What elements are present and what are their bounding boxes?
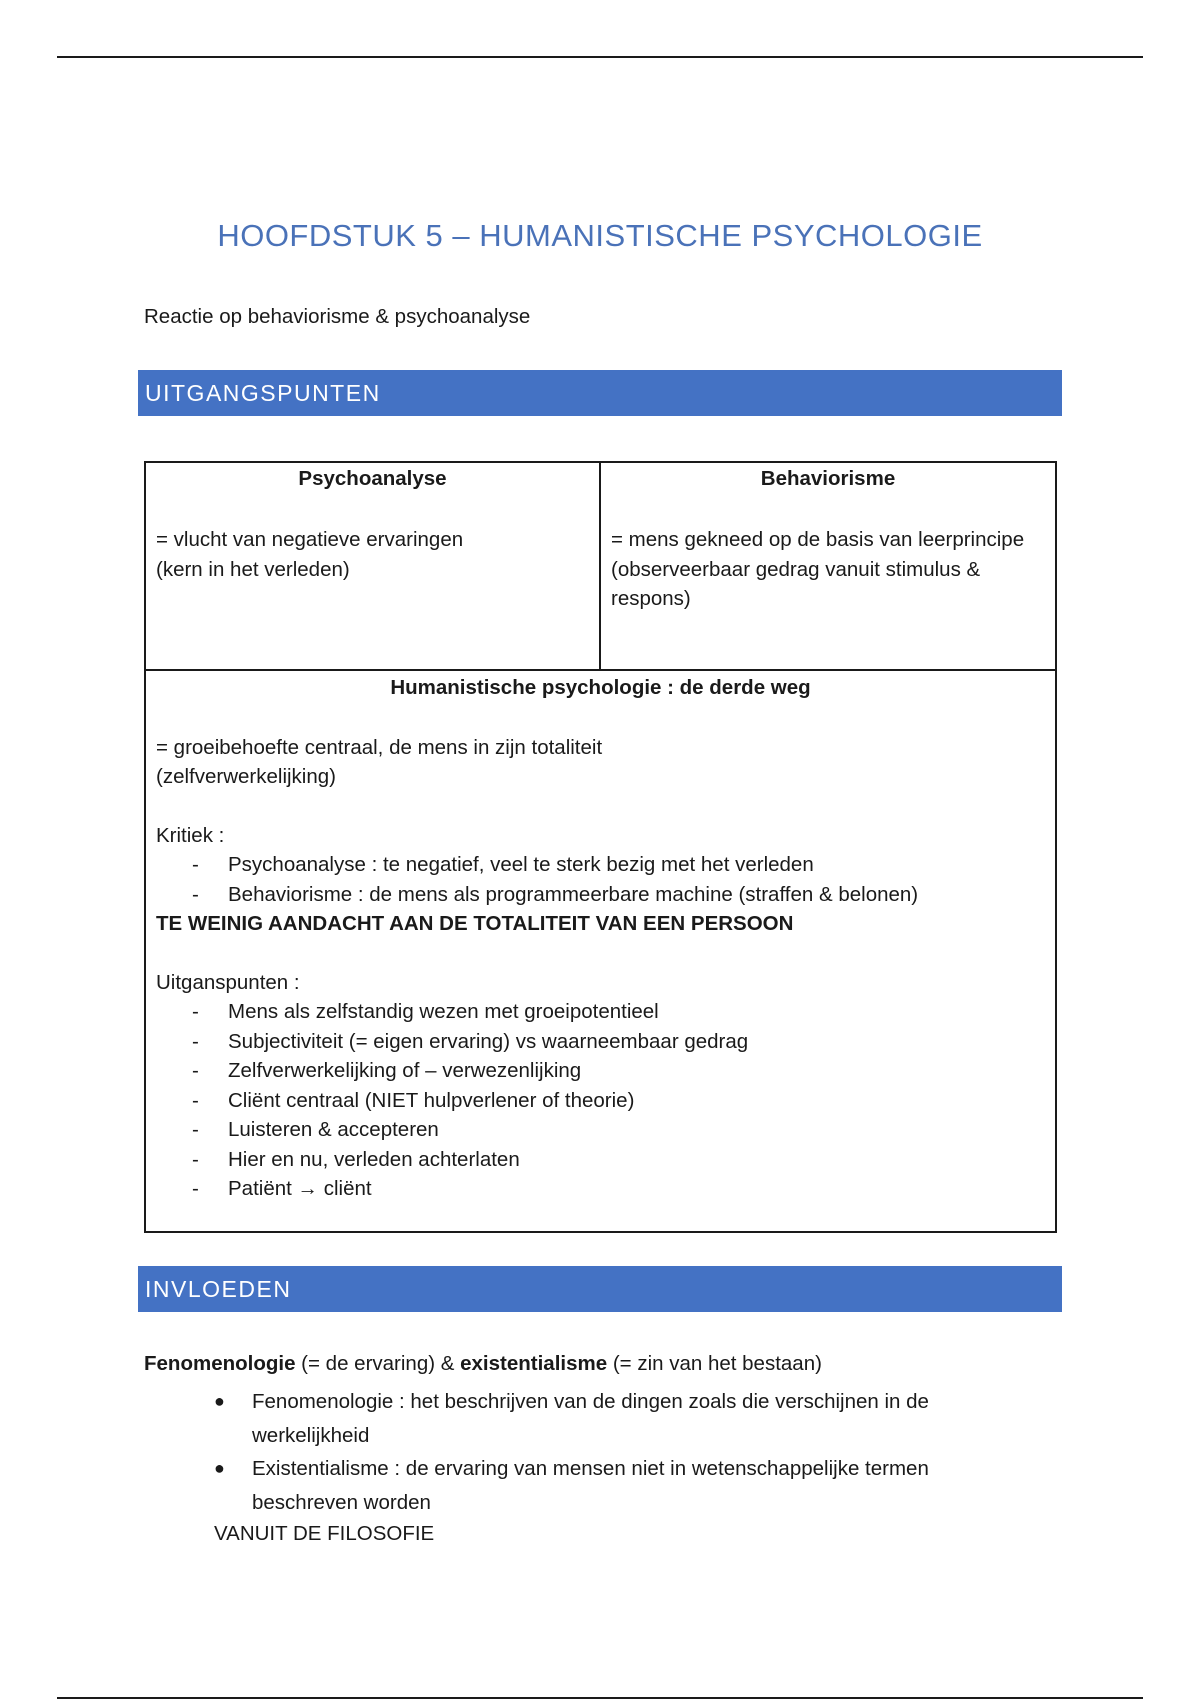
closing-line: VANUIT DE FILOSOFIE: [214, 1522, 435, 1545]
cell-line: (kern in het verleden): [156, 557, 350, 581]
list-item-text: Cliënt centraal (NIET hulpverlener of theorie): [228, 1088, 635, 1112]
cell-body: [156, 525, 587, 584]
cell-body: [611, 525, 1031, 614]
list-item: [146, 1056, 748, 1086]
list-item-text: Subjectiviteit (= eigen ervaring) vs waarneembaar gedrag: [228, 1029, 749, 1053]
list-item: [146, 850, 918, 880]
cell-line: = vlucht van negatieve ervaringen: [156, 528, 464, 551]
cell-line: = groeibehoefte centraal, de mens in zijn totaliteit: [156, 736, 603, 759]
section-heading-uitgangspunten: UITGANGSPUNTEN: [138, 370, 1062, 416]
cell-line: = mens gekneed op de basis van leerprincipe: [611, 528, 1025, 551]
term-fenomenologie: Fenomenologie: [144, 1352, 296, 1375]
invloeden-bullets: [214, 1385, 1014, 1519]
bullet-dot-icon: ●: [214, 1458, 225, 1478]
cell-line: (zelfverwerkelijking): [156, 765, 336, 788]
dash-bullet-icon: -: [192, 853, 199, 876]
list-item: [146, 1174, 748, 1204]
term-existentialisme: existentialisme: [460, 1352, 608, 1375]
list-item-text: Mens als zelfstandig wezen met groeipotentieel: [228, 1000, 659, 1023]
uitgangspunten-list: [146, 997, 748, 1204]
page-subtitle: Reactie op behaviorisme & psychoanalyse: [144, 305, 531, 328]
list-item: [214, 1385, 1014, 1452]
list-item: [146, 1027, 748, 1057]
definition-text: (= zin van het bestaan): [607, 1352, 822, 1375]
cell-humanistisch: [146, 671, 1055, 1231]
list-item: [146, 880, 918, 910]
dash-bullet-icon: -: [192, 1147, 199, 1171]
cell-psychoanalyse: [146, 463, 601, 669]
cell-heading: Behaviorisme: [760, 467, 896, 490]
cell-behaviorisme: [601, 463, 1055, 669]
list-item-text: Existentialisme : de ervaring van mensen niet in wetenschappelijke termen beschreven worden: [252, 1457, 929, 1514]
comparison-table: [144, 461, 1057, 1233]
uitgangspunten-label: Uitganspunten :: [156, 971, 300, 994]
dash-bullet-icon: -: [192, 1029, 199, 1053]
dash-bullet-icon: -: [192, 1118, 199, 1141]
dash-bullet-icon: -: [192, 882, 199, 906]
list-item-text: Luisteren & accepteren: [228, 1118, 439, 1141]
list-item: [146, 1086, 748, 1116]
dash-bullet-icon: -: [192, 1000, 199, 1023]
list-item-text: Psychoanalyse : te negatief, veel te sterk bezig met het verleden: [228, 853, 814, 876]
section-heading-invloeden: INVLOEDEN: [138, 1266, 1062, 1312]
definition-text: (= de ervaring) &: [295, 1352, 461, 1375]
kritiek-list: [146, 850, 918, 909]
list-item-text: Behaviorisme : de mens als programmeerbare machine (straffen & belonen): [228, 882, 919, 906]
cell-line: (observeerbaar gedrag vanuit stimulus & respons): [611, 557, 981, 610]
dash-bullet-icon: -: [192, 1059, 199, 1082]
list-item-text: Patiënt → cliënt: [228, 1177, 372, 1200]
bottom-rule: [57, 1697, 1143, 1699]
page-title: HOOFDSTUK 5 – HUMANISTISCHE PSYCHOLOGIE: [217, 218, 983, 253]
cell-heading: Humanistische psychologie : de derde weg: [390, 676, 811, 699]
list-item: [214, 1452, 1014, 1519]
kritiek-label: Kritiek :: [156, 824, 225, 847]
bullet-dot-icon: ●: [214, 1391, 225, 1411]
dash-bullet-icon: -: [192, 1177, 199, 1200]
list-item: [146, 1115, 748, 1145]
invloeden-intro: [144, 1352, 822, 1376]
list-item-text: Hier en nu, verleden achterlaten: [228, 1147, 520, 1171]
list-item-text: Zelfverwerkelijking of – verwezenlijking: [228, 1059, 582, 1082]
dash-bullet-icon: -: [192, 1088, 199, 1112]
emphasis-line: TE WEINIG AANDACHT AAN DE TOTALITEIT VAN EEN PERSOON: [156, 912, 794, 935]
table-row: [146, 463, 1055, 671]
list-item-text: Fenomenologie : het beschrijven van de dingen zoals die verschijnen in de werkelijkheid: [252, 1390, 929, 1447]
list-item: [146, 997, 748, 1027]
list-item: [146, 1145, 748, 1175]
cell-heading: Psychoanalyse: [298, 467, 447, 490]
top-rule: [57, 56, 1143, 58]
